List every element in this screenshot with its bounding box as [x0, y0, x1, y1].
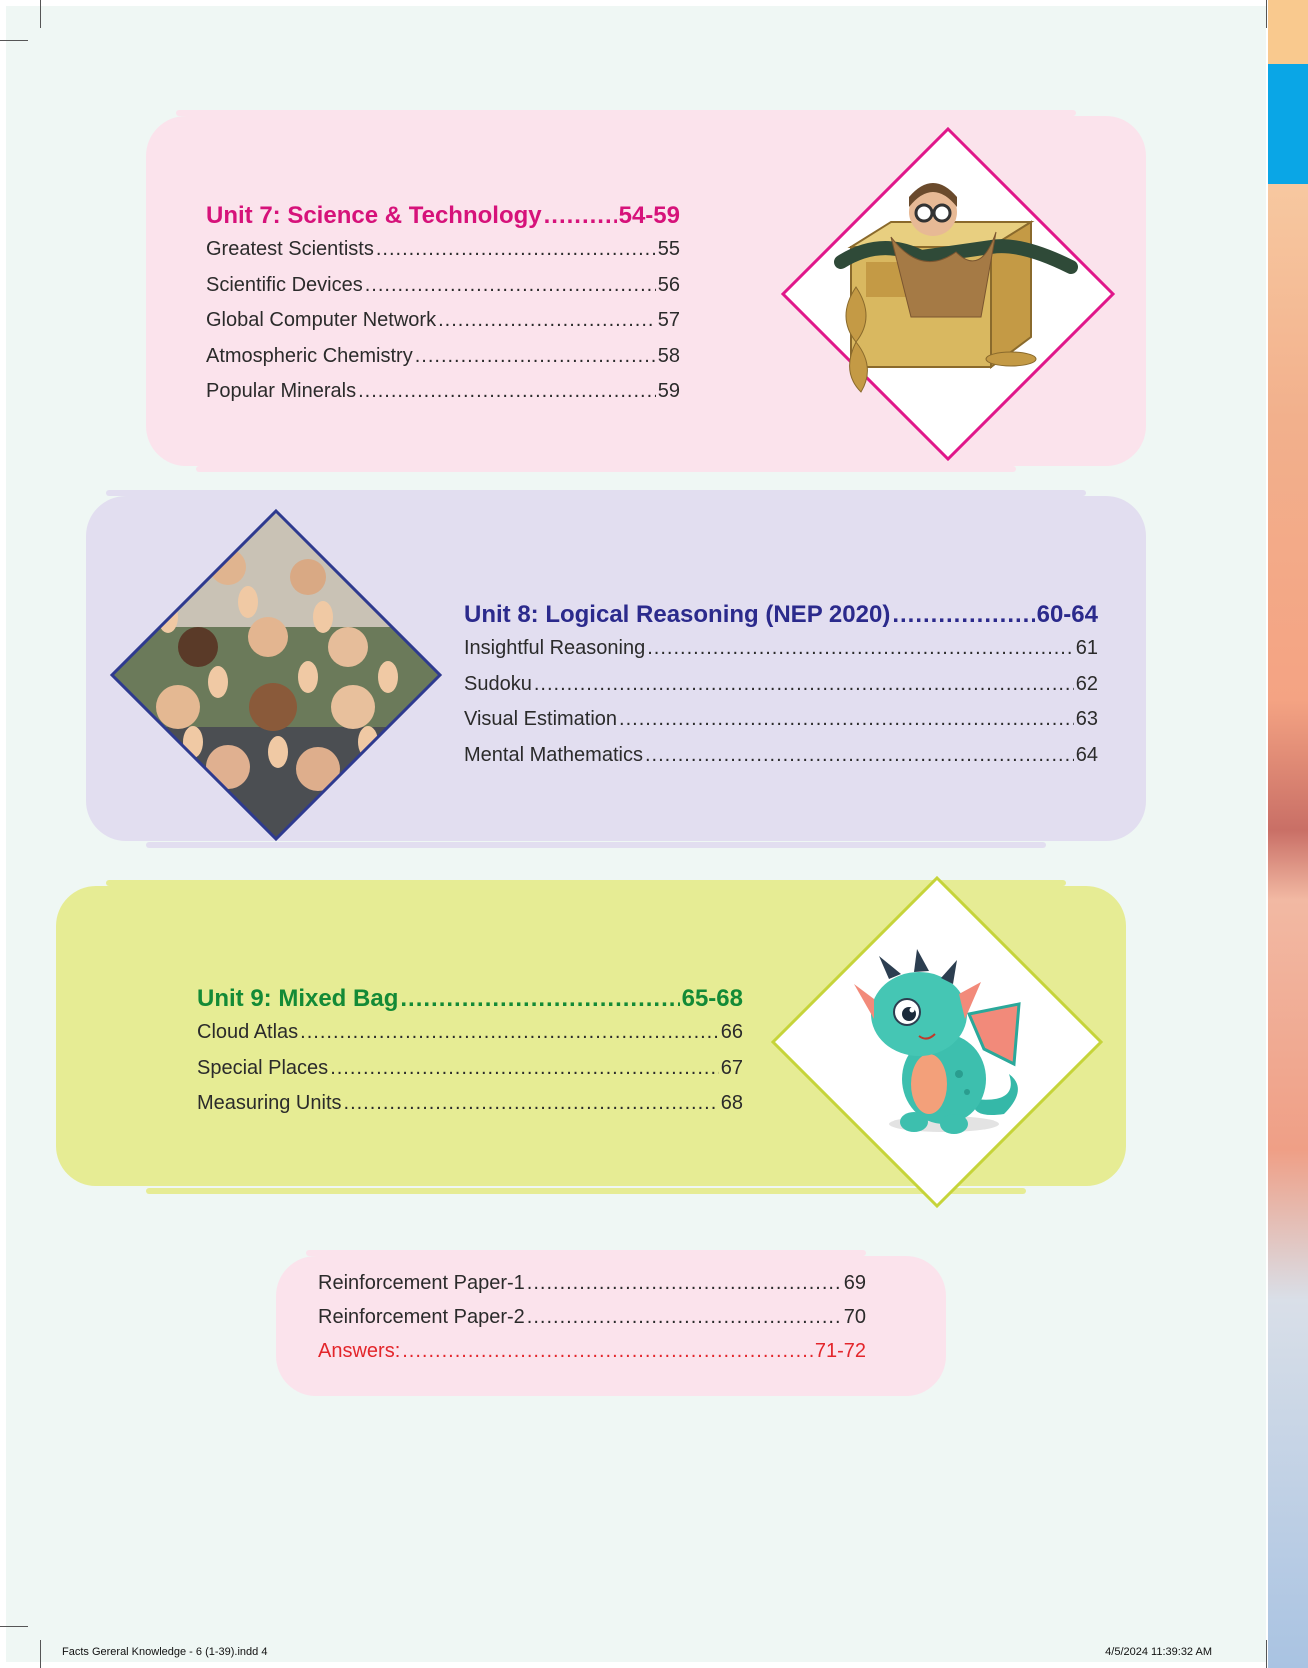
toc-entry[interactable]	[464, 708, 1098, 744]
toc-entry-label: Reinforcement Paper-2	[318, 1306, 525, 1328]
unit8-title: Unit 8: Logical Reasoning (NEP 2020)	[464, 601, 891, 628]
unit8-toc	[464, 601, 1098, 779]
toc-entry-page: 59	[657, 380, 680, 402]
toc-entry[interactable]	[197, 1021, 743, 1057]
toc-entry-page: 57	[657, 309, 680, 331]
toc-entry[interactable]	[206, 380, 680, 416]
unit9-heading[interactable]	[197, 985, 743, 1021]
unit8-heading[interactable]	[464, 601, 1098, 637]
toc-entry-page: 63	[1075, 708, 1098, 730]
page-edge-strip	[1268, 0, 1308, 1668]
page	[6, 6, 1266, 1662]
unit7-toc	[206, 202, 680, 416]
toc-entry-label: Answers:	[318, 1340, 401, 1362]
leader-dots	[400, 985, 679, 1013]
crop-mark	[0, 40, 28, 41]
toc-entry-page: 69	[843, 1272, 866, 1294]
toc-entry-page: 67	[720, 1056, 743, 1079]
toc-entry-page: 62	[1075, 672, 1098, 695]
toc-entry-label: Insightful Reasoning	[464, 637, 646, 659]
toc-entry[interactable]	[206, 345, 680, 381]
toc-entry[interactable]	[206, 238, 680, 274]
toc-entry-page: 58	[657, 344, 680, 367]
unit9-pages: 65-68	[681, 985, 743, 1012]
crop-mark	[1266, 1640, 1267, 1668]
toc-entry-label: Greatest Scientists	[206, 238, 374, 260]
toc-entry-label: Global Computer Network	[206, 309, 437, 331]
toc-entry[interactable]	[318, 1272, 866, 1306]
unit7-pages: 54-59	[618, 202, 680, 229]
toc-entry-page: 70	[843, 1306, 866, 1328]
toc-entry-label: Visual Estimation	[464, 708, 618, 730]
unit9-title: Unit 9: Mixed Bag	[197, 985, 399, 1012]
unit9-toc	[197, 985, 743, 1128]
leader-dots	[544, 202, 617, 230]
toc-entry-label: Sudoku	[464, 672, 532, 695]
toc-entry[interactable]	[464, 637, 1098, 673]
crop-mark	[40, 0, 41, 28]
toc-entry-label: Cloud Atlas	[197, 1021, 299, 1043]
crop-mark	[40, 1640, 41, 1668]
toc-entry[interactable]	[206, 274, 680, 310]
leader-dots	[892, 601, 1034, 629]
toc-entry-page: 55	[657, 238, 680, 260]
toc-entry[interactable]	[464, 673, 1098, 709]
unit7-title: Unit 7: Science & Technology	[206, 202, 542, 229]
unit7-heading[interactable]	[206, 202, 680, 238]
toc-entry[interactable]	[197, 1092, 743, 1128]
toc-entry-label: Mental Mathematics	[464, 743, 643, 766]
toc-entry[interactable]	[206, 309, 680, 345]
answers-entry[interactable]	[318, 1340, 866, 1374]
toc-entry-page: 66	[720, 1021, 743, 1043]
toc-entry-page: 56	[657, 273, 680, 296]
toc-entry-label: Measuring Units	[197, 1092, 342, 1114]
extras-toc	[318, 1272, 866, 1374]
unit9-image-frame	[769, 874, 1105, 1210]
toc-entry-label: Reinforcement Paper-1	[318, 1272, 525, 1294]
toc-entry-label: Scientific Devices	[206, 273, 363, 296]
toc-entry-label: Special Places	[197, 1056, 329, 1079]
footer-timestamp: 4/5/2024 11:39:32 AM	[1105, 1646, 1212, 1658]
crop-mark	[0, 1626, 28, 1627]
unit7-image-frame	[781, 127, 1115, 461]
toc-entry-page: 61	[1075, 637, 1098, 659]
toc-entry[interactable]	[318, 1306, 866, 1340]
unit8-image-frame	[108, 507, 444, 843]
footer-file-info: Facts Gereral Knowledge - 6 (1-39).indd 4	[62, 1646, 268, 1658]
cheering-crowd-image	[108, 507, 444, 843]
unit8-pages: 60-64	[1036, 601, 1098, 628]
toc-entry[interactable]	[197, 1057, 743, 1093]
toc-entry-page: 64	[1075, 743, 1098, 766]
toc-entry-label: Popular Minerals	[206, 380, 357, 402]
toc-entry-page: 68	[720, 1092, 743, 1114]
crop-mark	[1266, 0, 1267, 28]
toc-entry-label: Atmospheric Chemistry	[206, 344, 413, 367]
toc-entry-page: 71-72	[814, 1340, 866, 1362]
toc-entry[interactable]	[464, 744, 1098, 780]
